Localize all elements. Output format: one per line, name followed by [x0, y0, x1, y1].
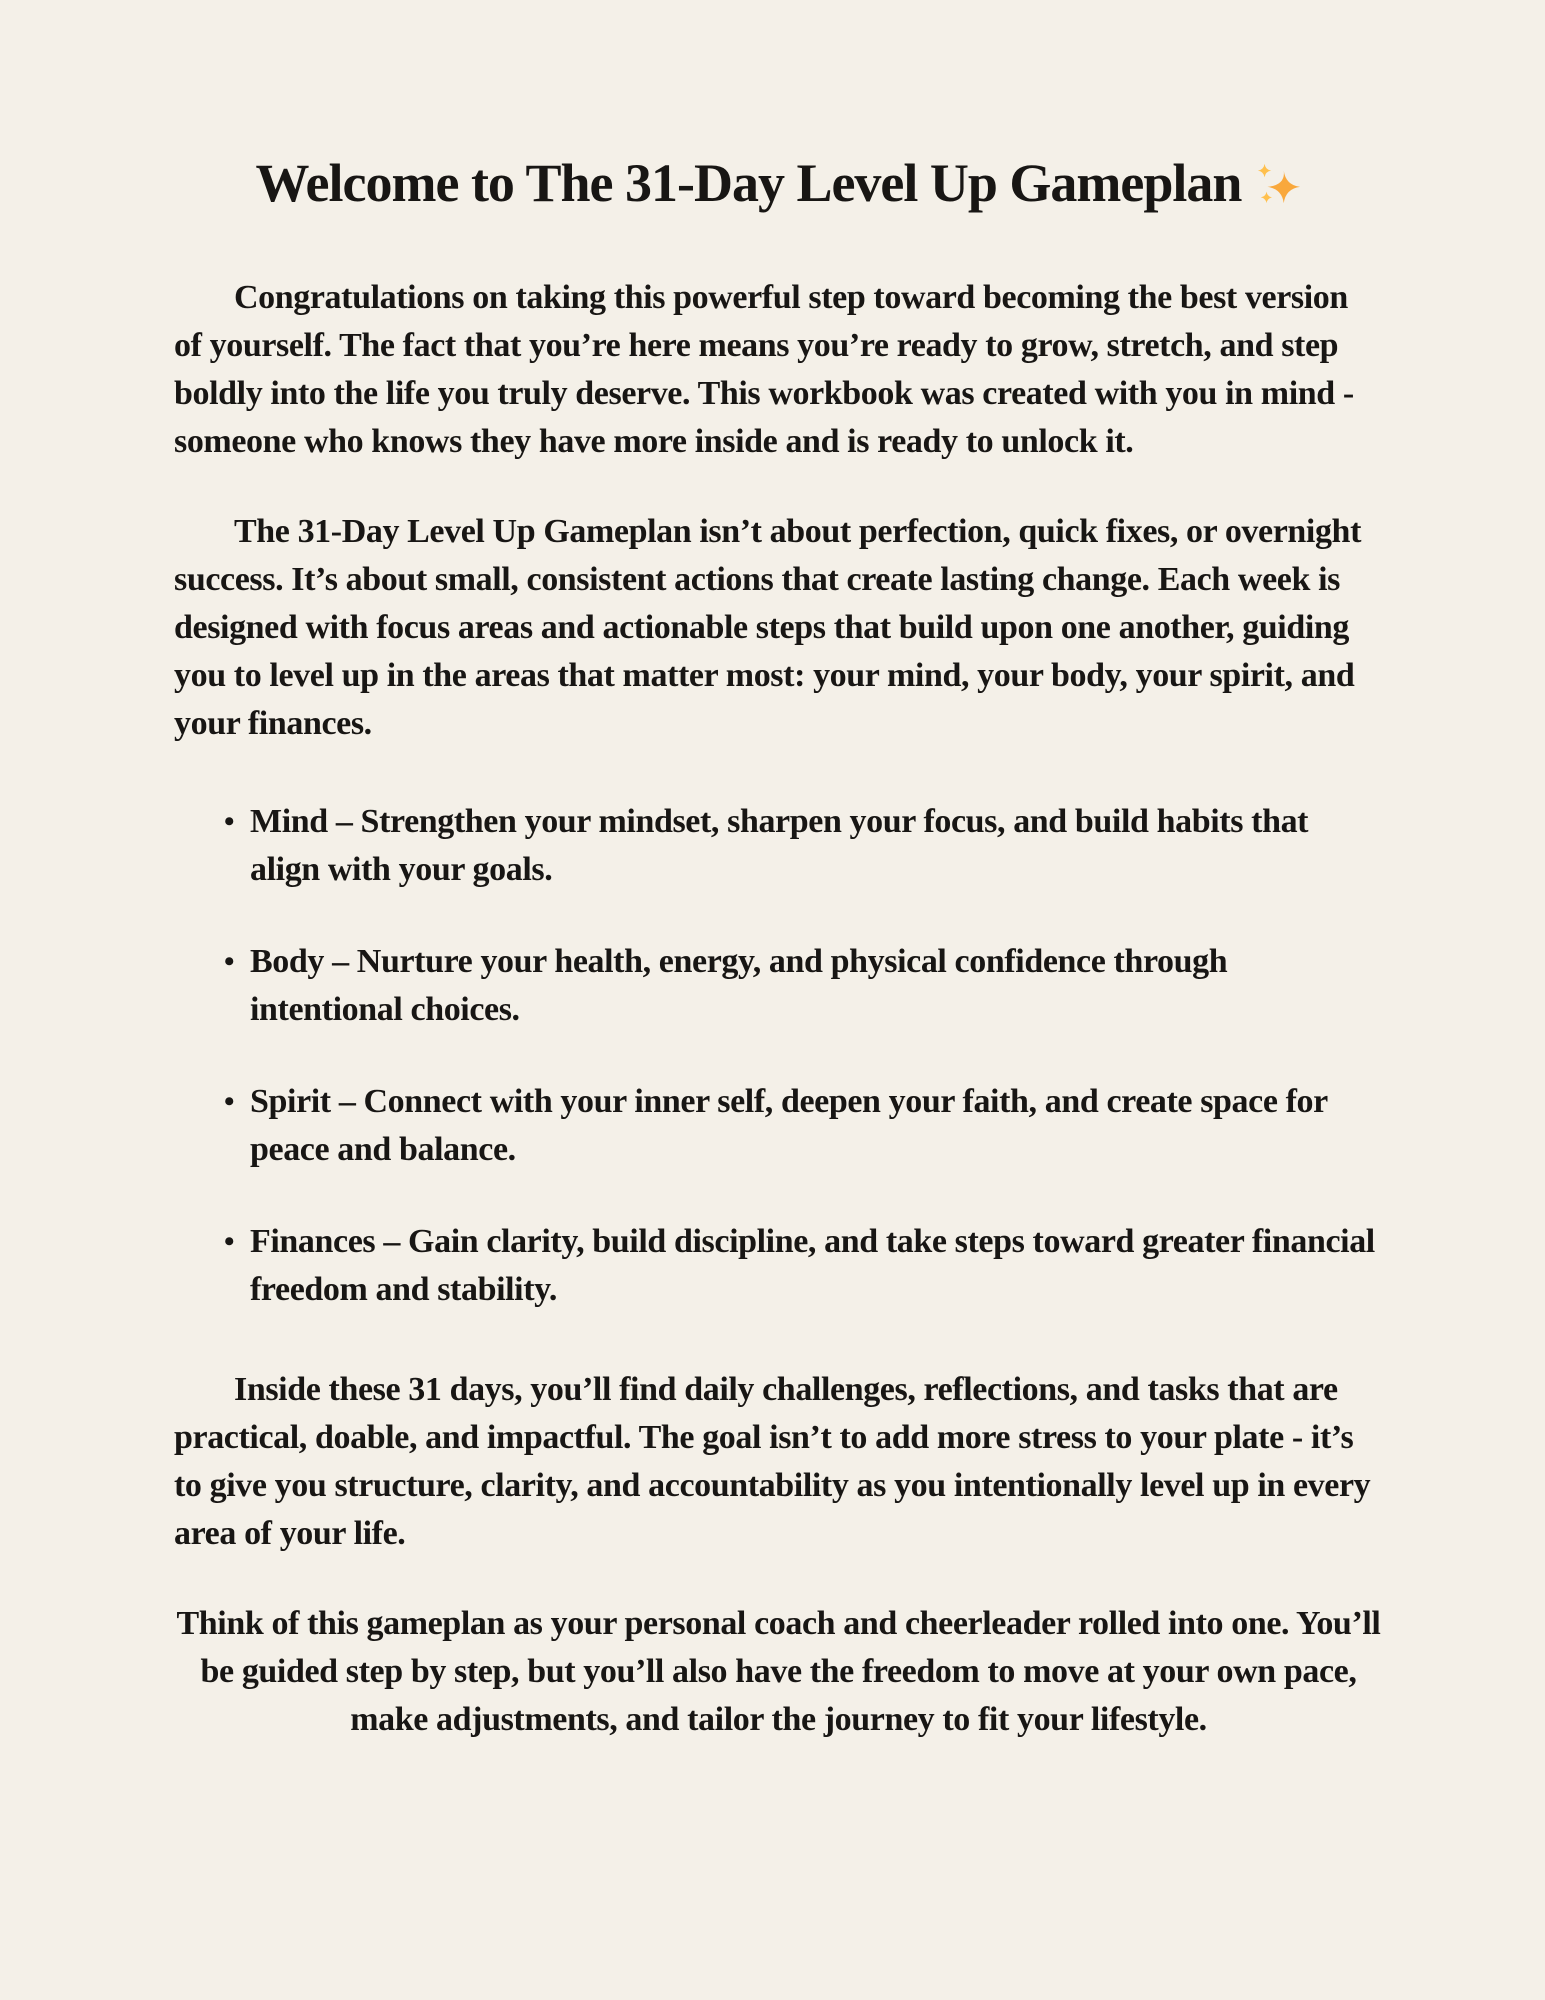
list-item-text: Body – Nurture your health, energy, and physical confidence through intentional choices. — [250, 943, 1228, 1028]
list-item-finances — [224, 1218, 1383, 1314]
paragraph-overview: The 31-Day Level Up Gameplan isn’t about perfection, quick fixes, or overnight success. It’s about small, consistent actions that create lasting change. Each week is designed with focus areas and actionable steps that build upon one another, guiding you to level up in the areas that matter most: your mind, your body, your spirit, and your finances. — [174, 513, 1361, 742]
paragraph-closing: Think of this gameplan as your personal coach and cheerleader rolled into one. You’ll be guided step by step, but you’ll also have the freedom to move at your own pace, make adjustments, and tailor the journey to fit your lifestyle. — [176, 1605, 1381, 1738]
focus-areas-list — [174, 798, 1383, 1314]
list-item-body — [224, 938, 1383, 1034]
paragraph-inside: Inside these 31 days, you’ll find daily challenges, reflections, and tasks that are practical, doable, and impactful. The goal isn’t to add more stress to your plate - it’s to give you structure, clarity, and accountability as you intentionally level up in every area of your life. — [174, 1371, 1371, 1552]
bullet-icon: • — [224, 945, 235, 978]
bullet-icon: • — [224, 1225, 235, 1258]
list-item-spirit — [224, 1078, 1383, 1174]
bullet-icon: • — [224, 1085, 235, 1118]
list-item-text: Finances – Gain clarity, build discipline, and take steps toward greater financial freedom and stability. — [250, 1223, 1375, 1308]
list-item-text: Mind – Strengthen your mindset, sharpen your focus, and build habits that align with your goals. — [250, 803, 1309, 888]
page-title — [174, 150, 1383, 216]
page-title-text: Welcome to The 31-Day Level Up Gameplan — [255, 153, 1242, 213]
list-item-text: Spirit – Connect with your inner self, deepen your faith, and create space for peace and balance. — [250, 1083, 1328, 1168]
paragraph-intro: Congratulations on taking this powerful step toward becoming the best version of yourself. The fact that you’re here means you’re ready to grow, stretch, and step boldly into the life you truly deserve. This workbook was created with you in mind - someone who knows they have more inside and is ready to unlock it. — [174, 279, 1354, 460]
list-item-mind — [224, 798, 1383, 894]
sparkles-icon — [1255, 161, 1301, 207]
bullet-icon: • — [224, 805, 235, 838]
